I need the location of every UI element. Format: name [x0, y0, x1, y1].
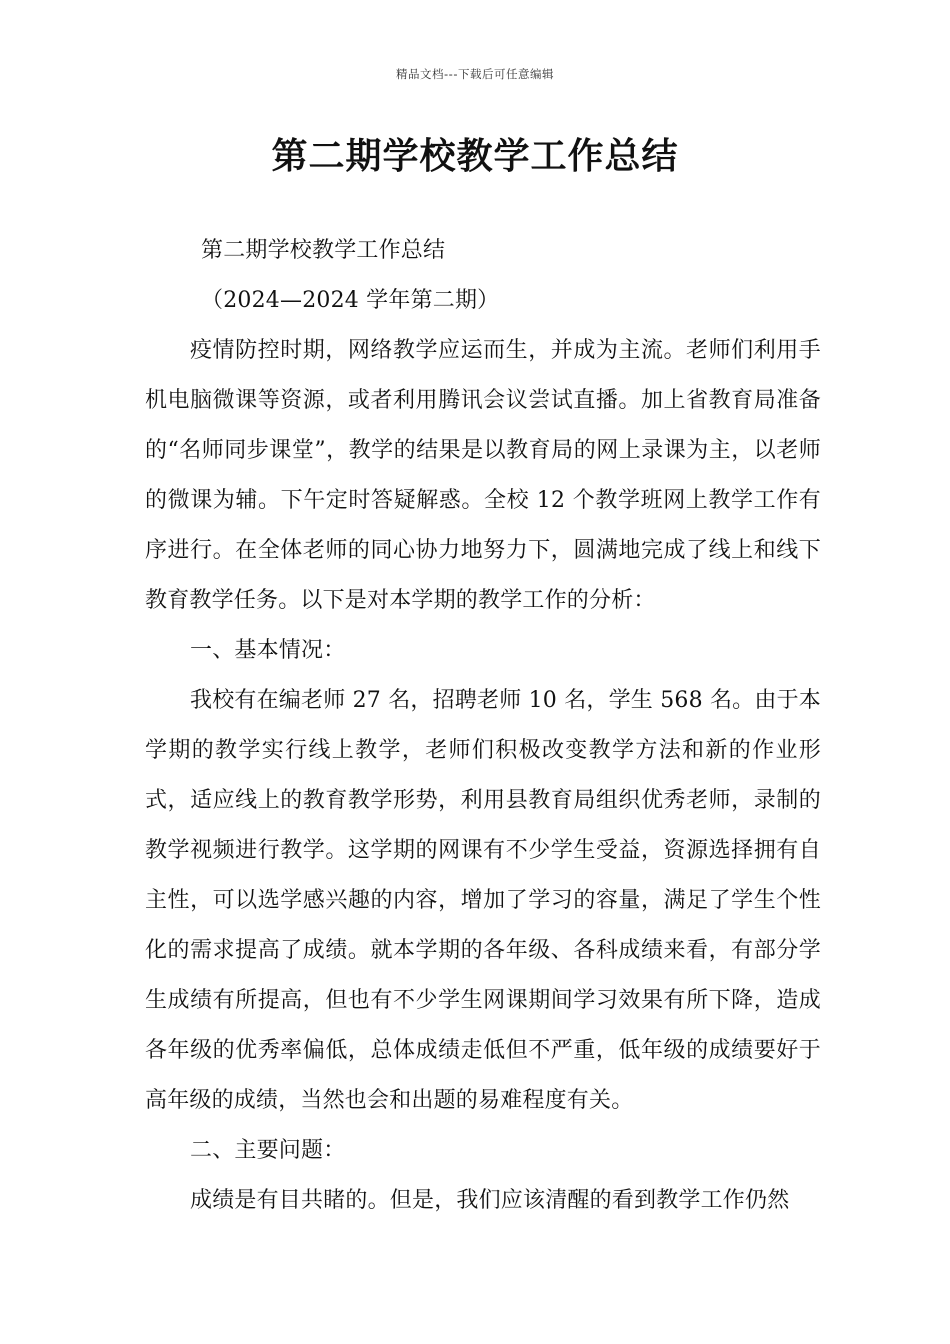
header-note: 精品文档---下载后可任意编辑	[396, 67, 554, 81]
document-subtitle: 第二期学校教学工作总结	[201, 238, 446, 263]
document-term: （2024—2024 学年第二期）	[201, 288, 500, 313]
paragraph-problems: 成绩是有目共睹的。但是，我们应该清醒的看到教学工作仍然	[190, 1188, 790, 1213]
paragraph-intro: 疫情防控时期，网络教学应运而生，并成为主流。老师们利用手机电脑微课等资源，或者利用腾讯会议尝试直播。加上省教育局准备的“名师同步课堂”，教学的结果是以教育局的网上录课为主，以老师的微课为辅。下午定时答疑解惑。全校 12 个教学班网上教学工作有序进行。在全体老师的同心协力地努力下，圆满地完成了线上和线下教育教学任务。以下是对本学期的教学工作的分析：	[145, 338, 821, 613]
document-body	[145, 226, 821, 1226]
section-heading-problems: 二、主要问题：	[190, 1138, 346, 1163]
paragraph-basic: 我校有在编老师 27 名，招聘老师 10 名，学生 568 名。由于本学期的教学实行线上教学，老师们积极改变教学方法和新的作业形式，适应线上的教育教学形势，利用县教育局组织优秀老师，录制的教学视频进行教学。这学期的网课有不少学生受益，资源选择拥有自主性，可以选学感兴趣的内容，增加了学习的容量，满足了学生个性化的需求提高了成绩。就本学期的各年级、各科成绩来看，有部分学生成绩有所提高，但也有不少学生网课期间学习效果有所下降，造成各年级的优秀率偏低，总体成绩走低但不严重，低年级的成绩要好于高年级的成绩，当然也会和出题的易难程度有关。	[145, 688, 821, 1113]
section-heading-basic: 一、基本情况：	[190, 638, 346, 663]
document-title: 第二期学校教学工作总结	[271, 136, 679, 177]
